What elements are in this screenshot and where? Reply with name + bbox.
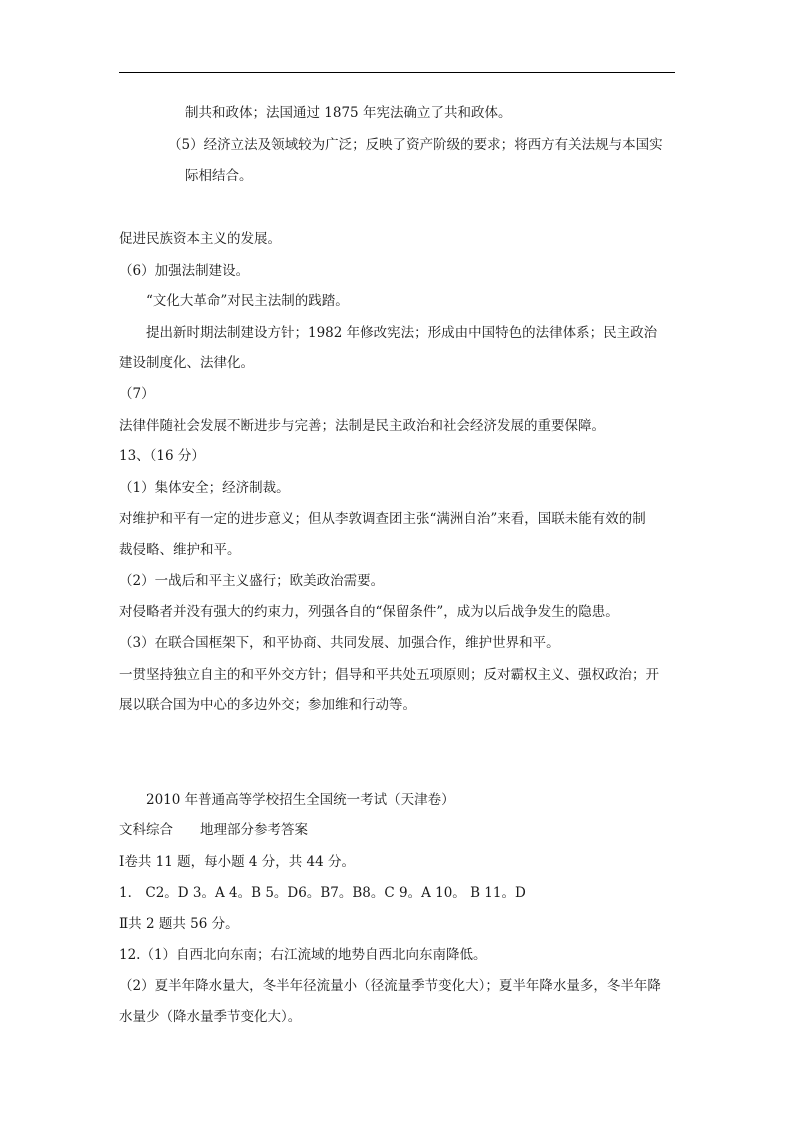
text-line: （7） — [119, 386, 155, 402]
text-line: Ⅱ共 2 题共 56 分。 — [119, 916, 239, 932]
text-line: 制共和政体；法国通过 1875 年宪法确立了共和政体。 — [185, 105, 512, 121]
text-line: 裁侵略、维护和平。 — [119, 542, 241, 558]
text-line: （2）一战后和平主义盛行；欧美政治需要。 — [119, 573, 385, 589]
text-line: 提出新时期法制建设方针；1982 年修改宪法；形成由中国特色的法律体系；民主政治 — [146, 325, 658, 341]
text-line: 促进民族资本主义的发展。 — [119, 231, 281, 247]
section-title: 2010 年普通高等学校招生全国统一考试（天津卷） — [146, 792, 455, 808]
text-line: 对维护和平有一定的进步意义；但从李敦调查团主张“满洲自治”来看，国联未能有效的制 — [119, 511, 646, 527]
text-line: （2）夏半年降水量大，冬半年径流量小（径流量季节变化大）；夏半年降水量多，冬半年降 — [119, 978, 661, 994]
text-line: 法律伴随社会发展不断进步与完善；法制是民主政治和社会经济发展的重要保障。 — [119, 418, 605, 434]
text-line: 建设制度化、法律化。 — [119, 355, 254, 371]
text-line: （5）经济立法及领域较为广泛；反映了资产阶级的要求；将西方有关法规与本国实 — [168, 137, 663, 153]
text-line: 对侵略者并没有强大的约束力，列强各自的“保留条件”，成为以后战争发生的隐患。 — [119, 604, 619, 620]
text-line: （6）加强法制建设。 — [119, 263, 250, 279]
text-line: 展以联合国为中心的多边外交；参加维和行动等。 — [119, 697, 416, 713]
header-rule — [119, 72, 675, 73]
answer-key-line: 1． C2。D 3。A 4。B 5。D6。B7。B8。C 9。A 10。 B 11。D — [119, 885, 526, 901]
question-heading: 13、（16 分） — [119, 448, 205, 464]
text-line: “文化大革命”对民主法制的践踏。 — [146, 293, 349, 309]
text-line: （1）集体安全；经济制裁。 — [119, 480, 290, 496]
section-subtitle: 文科综合 地理部分参考答案 — [119, 822, 308, 838]
text-line: 12.（1）自西北向东南；右江流域的地势自西北向东南降低。 — [119, 947, 487, 963]
text-line: （3）在联合国框架下，和平协商、共同发展、加强合作，维护世界和平。 — [119, 635, 560, 651]
text-line: 际相结合。 — [185, 168, 253, 184]
text-line: 水量少（降水量季节变化大）。 — [119, 1009, 302, 1025]
text-line: 一贯坚持独立自主的和平外交方针；倡导和平共处五项原则；反对霸权主义、强权政治；开 — [119, 667, 659, 683]
text-line: Ⅰ卷共 11 题，每小题 4 分，共 44 分。 — [119, 854, 356, 870]
